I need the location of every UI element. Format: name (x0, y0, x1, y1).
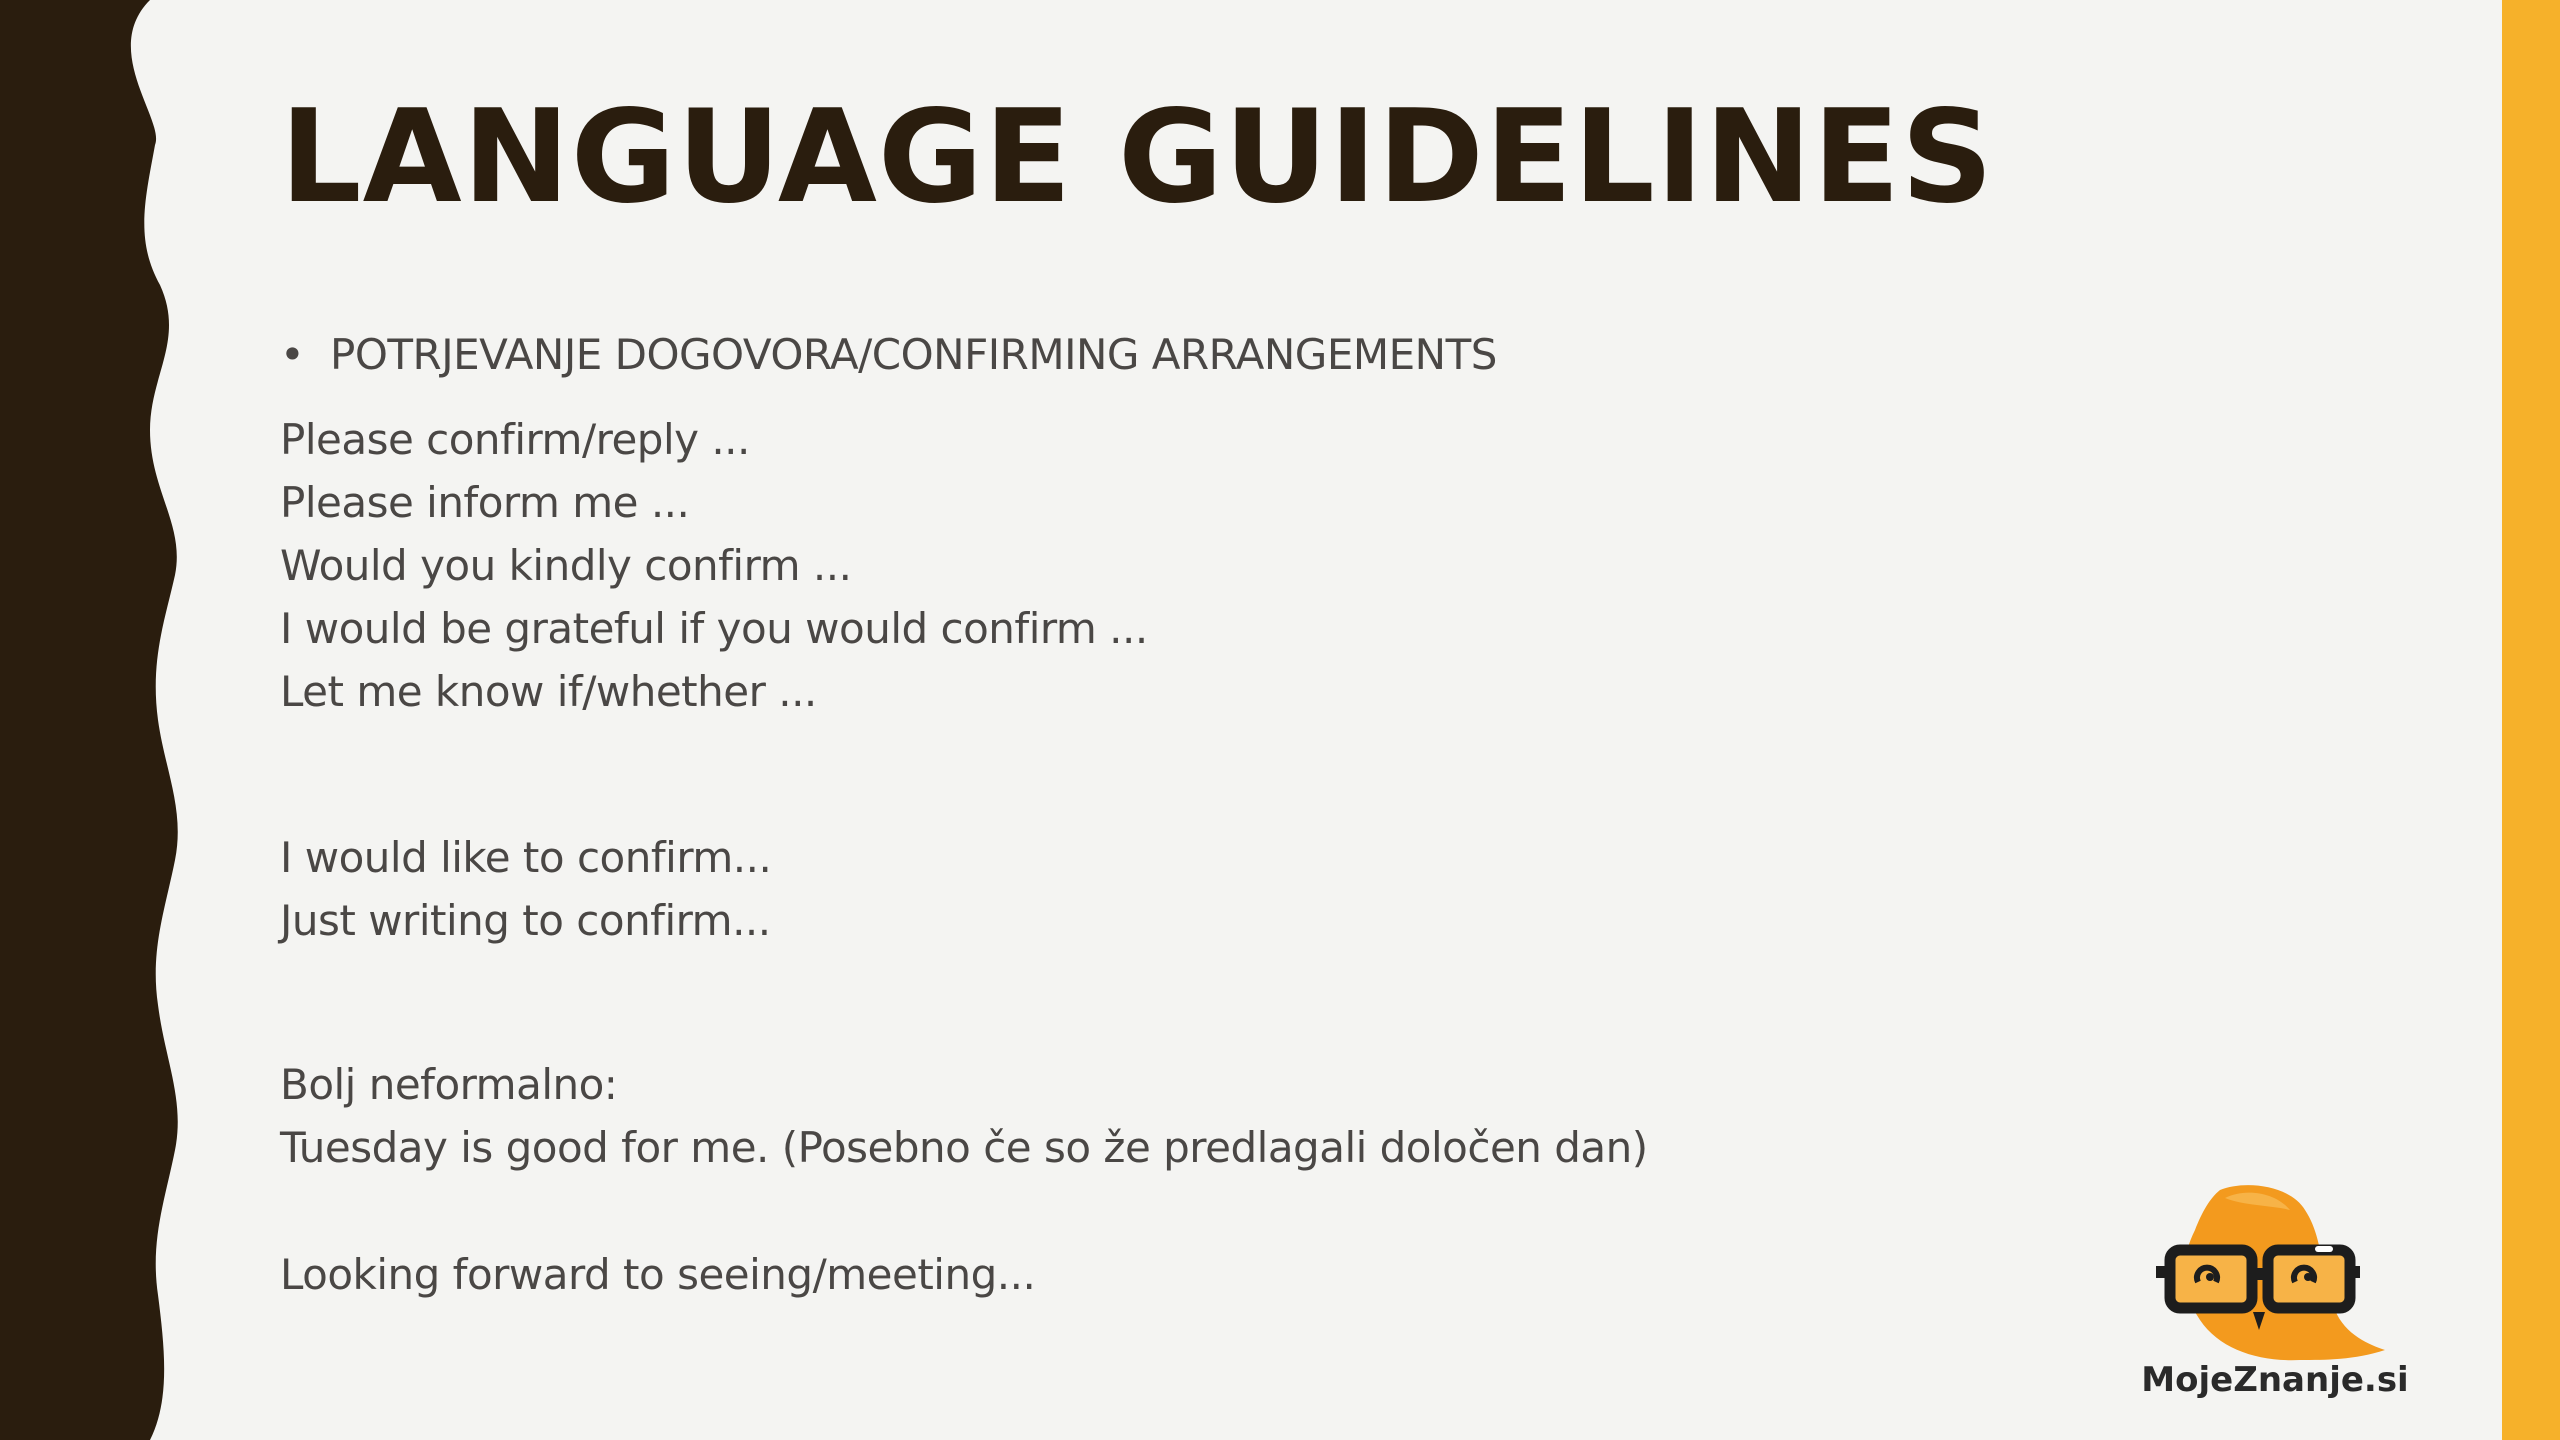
list-item: Please confirm/reply ... (280, 415, 750, 464)
list-item: Would you kindly confirm ... (280, 541, 852, 590)
list-item: Let me know if/whether ... (280, 667, 817, 716)
slide-title: LANGUAGE GUIDELINES (280, 83, 1995, 232)
list-item: I would be grateful if you would confirm ... (280, 604, 1148, 653)
left-wavy-band (0, 0, 200, 1440)
bullet-heading (280, 325, 1497, 385)
bullet-dot: • (280, 330, 305, 379)
list-item: Just writing to confirm... (280, 896, 771, 945)
right-accent-band (2502, 0, 2560, 1440)
list-item: Please inform me ... (280, 478, 690, 527)
list-item: I would like to confirm... (280, 833, 772, 882)
confirm-phrases-list (280, 826, 771, 952)
formal-phrases-list (280, 408, 1148, 723)
list-item: Looking forward to seeing/meeting... (280, 1250, 1036, 1299)
informal-phrases-list (280, 1053, 1648, 1179)
logo-text: MojeZnanje.si (2141, 1360, 2409, 1400)
bullet-heading-text: POTRJEVANJE DOGOVORA/CONFIRMING ARRANGEMENTS (330, 330, 1497, 379)
list-item: Bolj neformalno: (280, 1060, 618, 1109)
list-item: Tuesday is good for me. (Posebno če so že predlagali določen dan) (280, 1123, 1648, 1172)
closing-phrases-list (280, 1243, 1035, 1306)
